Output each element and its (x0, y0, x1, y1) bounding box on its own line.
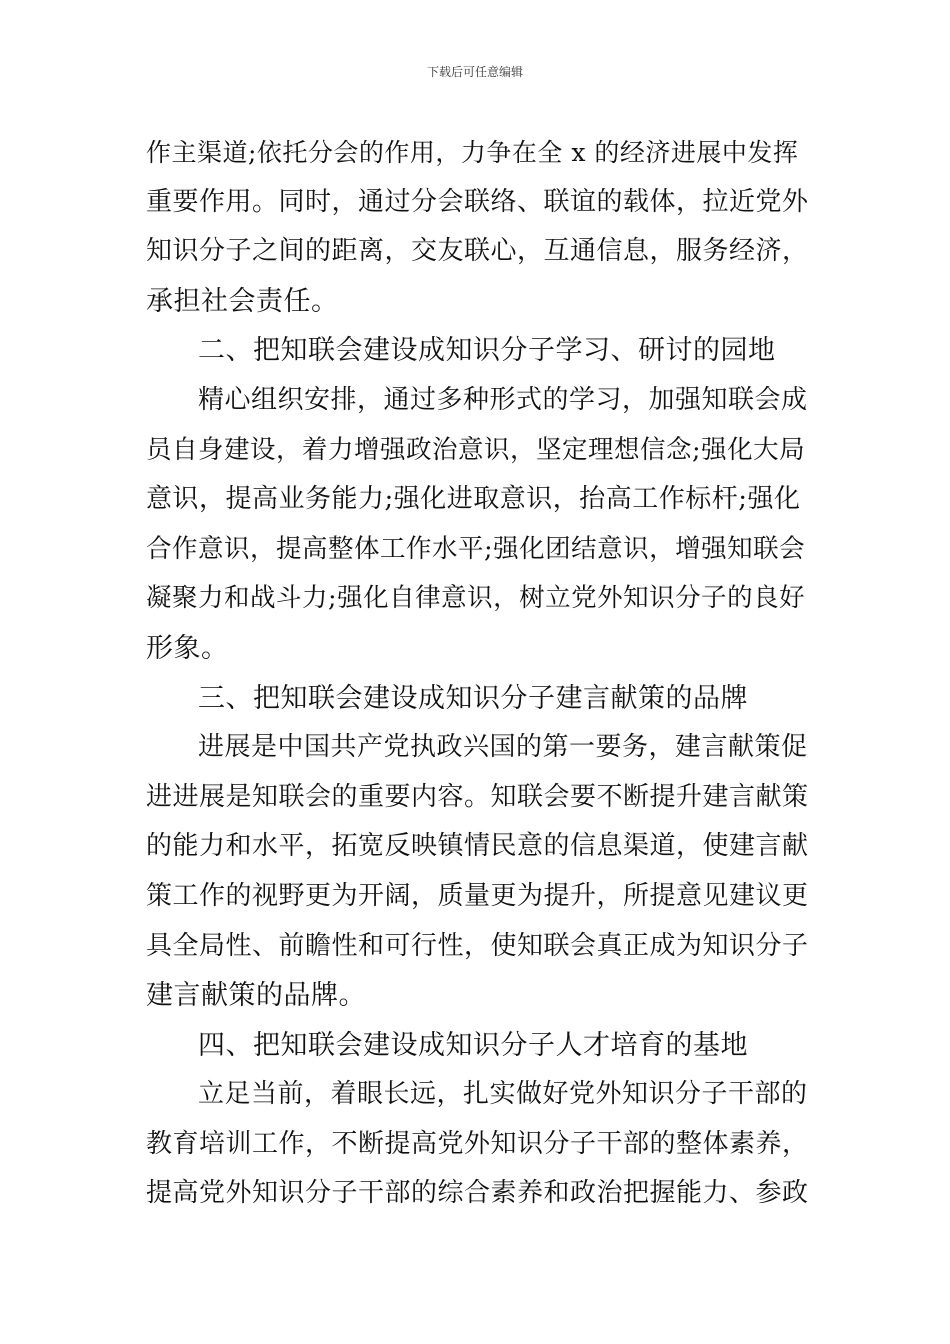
text-line: 提高党外知识分子干部的综合素养和政治把握能力、参政 (146, 1178, 809, 1209)
text-line: 重要作用。同时，通过分会联络、联谊的载体，拉近党外 (146, 186, 809, 217)
text-line: 立足当前，着眼长远，扎实做好党外知识分子干部的 (198, 1079, 808, 1110)
section-heading: 三、把知联会建设成知识分子建言献策的品牌 (198, 682, 748, 714)
text-line: 意识，提高业务能力;强化进取意识，抬高工作标杆;强化 (146, 484, 801, 515)
text-line: 作主渠道;依托分会的作用，力争在全 x 的经济进展中发挥 (146, 138, 799, 167)
text-line: 的能力和水平，拓宽反映镇情民意的信息渠道，使建言献 (146, 831, 809, 862)
page-header: 下载后可任意编辑 (426, 65, 523, 79)
text-line: 进进展是知联会的重要内容。知联会要不断提升建言献策 (146, 781, 809, 812)
text-line: 凝聚力和战斗力;强化自律意识，树立党外知识分子的良好 (146, 583, 806, 614)
section-heading: 四、把知联会建设成知识分子人才培育的基地 (198, 1029, 748, 1061)
text-line: 合作意识，提高整体工作水平;强化团结意识，增强知联会 (146, 533, 806, 564)
text-line: 承担社会责任。 (146, 285, 339, 317)
text-line: 形象。 (146, 632, 229, 664)
text-line: 教育培训工作，不断提高党外知识分子干部的整体素养， (146, 1128, 809, 1159)
text-line: 精心组织安排，通过多种形式的学习，加强知联会成 (198, 384, 808, 415)
document-body (146, 128, 810, 1219)
section-heading: 二、把知联会建设成知识分子学习、研讨的园地 (198, 335, 776, 367)
text-line: 建言献策的品牌。 (146, 980, 366, 1012)
text-line: 知识分子之间的距离，交友联心，互通信息，服务经济， (146, 236, 809, 267)
text-line: 员自身建设，着力增强政治意识，坚定理想信念;强化大局 (146, 434, 806, 465)
text-line: 具全局性、前瞻性和可行性，使知联会真正成为知识分子 (146, 930, 809, 961)
text-line: 进展是中国共产党执政兴国的第一要务，建言献策促 (198, 732, 808, 763)
text-line: 策工作的视野更为开阔，质量更为提升，所提意见建议更 (146, 880, 809, 911)
